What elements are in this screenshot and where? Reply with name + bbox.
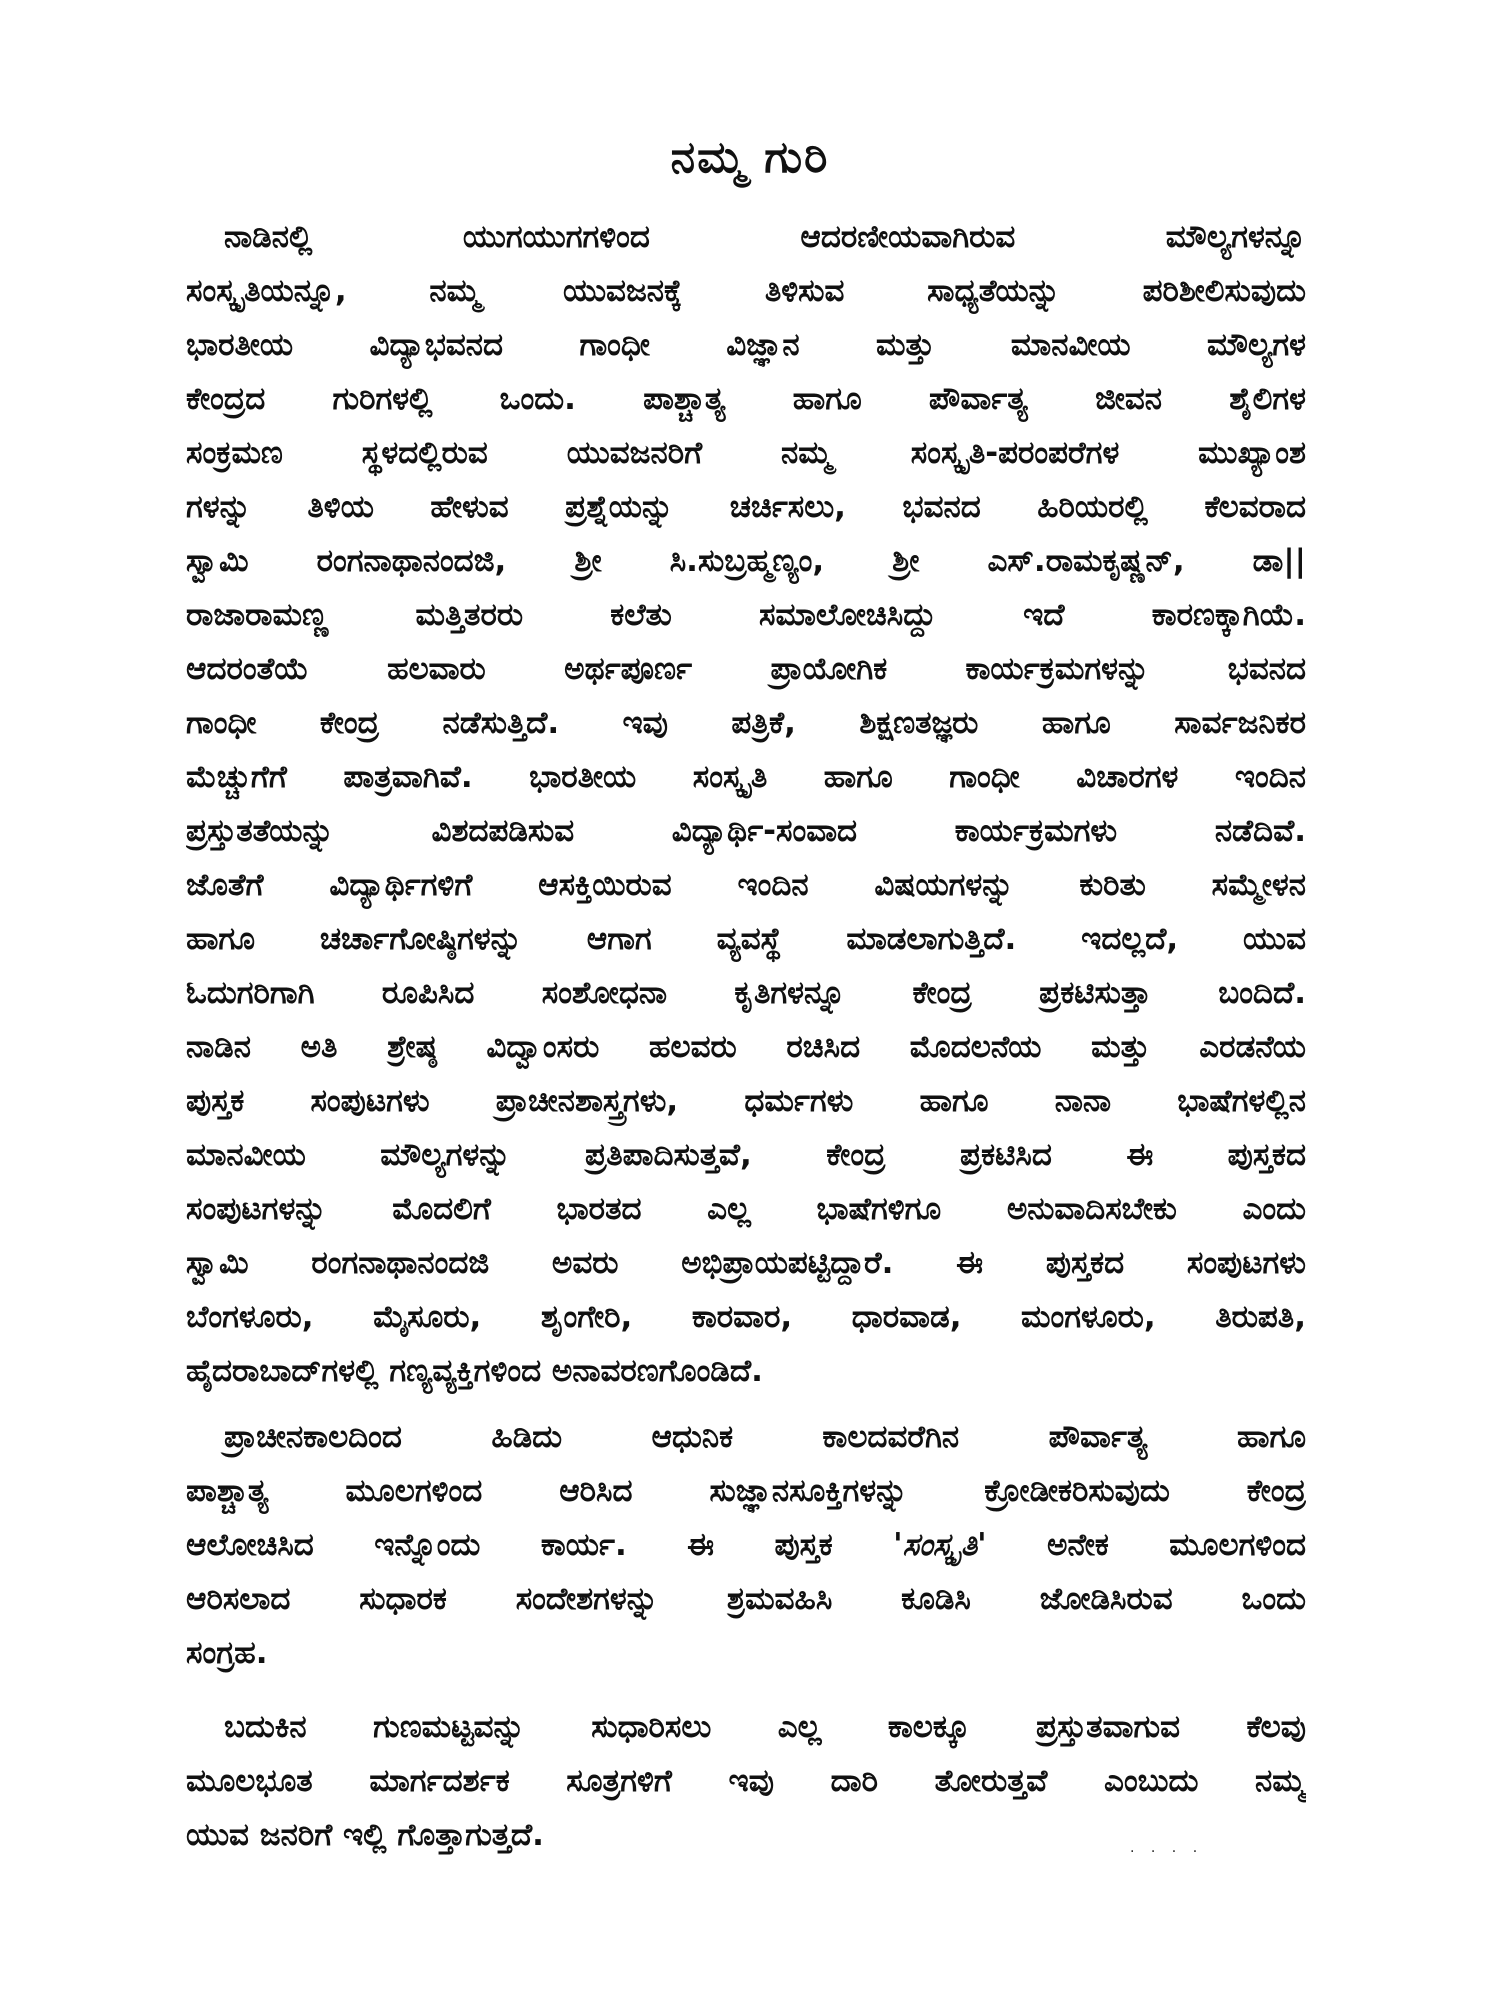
text-line: ಸಂಸ್ಕೃತಿಯನ್ನೂ, ನಮ್ಮ ಯುವಜನಕ್ಕೆ ತಿಳಿಸುವ ಸಾಧ್ಯತೆಯನ್ನು ಪರಿಶೀಲಿಸುವುದು [186,273,1306,309]
text-line: ಮೂಲಭೂತ ಮಾರ್ಗದರ್ಶಕ ಸೂತ್ರಗಳಿಗೆ ಇವು ದಾರಿ ತೋರುತ್ತವೆ ಎಂಬುದು ನಮ್ಮ [186,1763,1306,1799]
text-line: ಮೆಚ್ಚುಗೆಗೆ ಪಾತ್ರವಾಗಿವೆ. ಭಾರತೀಯ ಸಂಸ್ಕೃತಿ ಹಾಗೂ ಗಾಂಧೀ ವಿಚಾರಗಳ ಇಂದಿನ [186,759,1306,795]
text-line: ಬದುಕಿನ ಗುಣಮಟ್ಟವನ್ನು ಸುಧಾರಿಸಲು ಎಲ್ಲ ಕಾಲಕ್ಕೂ ಪ್ರಸ್ತುತವಾಗುವ ಕೆಲವು [224,1709,1306,1745]
text-line: ಸ್ವಾಮಿ ರಂಗನಾಥಾನಂದಜಿ ಅವರು ಅಭಿಪ್ರಾಯಪಟ್ಟಿದ್ದಾರೆ. ಈ ಪುಸ್ತಕದ ಸಂಪುಟಗಳು [186,1245,1306,1281]
text-line: ಪಾಶ್ಚಾತ್ಯ ಮೂಲಗಳಿಂದ ಆರಿಸಿದ ಸುಜ್ಞಾನಸೂಕ್ತಿಗಳನ್ನು ಕ್ರೋಡೀಕರಿಸುವುದು ಕೇಂದ್ರ [186,1473,1306,1509]
page-title: ನಮ್ಮ ಗುರಿ [670,132,830,183]
text-line: ಪ್ರಾಚೀನಕಾಲದಿಂದ ಹಿಡಿದು ಆಧುನಿಕ ಕಾಲದವರೆಗಿನ ಪೌರ್ವಾತ್ಯ ಹಾಗೂ [224,1419,1306,1455]
text-line: ಬೆಂಗಳೂರು, ಮೈಸೂರು, ಶೃಂಗೇರಿ, ಕಾರವಾರ, ಧಾರವಾಡ, ಮಂಗಳೂರು, ತಿರುಪತಿ, [186,1299,1306,1335]
text-segment: ಅನೇಕ ಮೂಲಗಳಿಂದ [986,1527,1306,1563]
text-line: ಗಾಂಧೀ ಕೇಂದ್ರ ನಡೆಸುತ್ತಿದೆ. ಇವು ಪತ್ರಿಕೆ, ಶಿಕ್ಷಣತಜ್ಞರು ಹಾಗೂ ಸಾರ್ವಜನಿಕರ [186,705,1306,741]
text-line: ರಾಜಾರಾಮಣ್ಣ ಮತ್ತಿತರರು ಕಲೆತು ಸಮಾಲೋಚಿಸಿದ್ದು ಇದೆ ಕಾರಣಕ್ಕಾಗಿಯೆ. [186,597,1306,633]
text-line: ಯುವ ಜನರಿಗೆ ಇಲ್ಲಿ ಗೊತ್ತಾಗುತ್ತದೆ. [186,1817,544,1853]
text-line: ಪ್ರಸ್ತುತತೆಯನ್ನು ವಿಶದಪಡಿಸುವ ವಿದ್ಯಾರ್ಥಿ-ಸಂವಾದ ಕಾರ್ಯಕ್ರಮಗಳು ನಡೆದಿವೆ. [186,813,1306,849]
text-line: ಸಂಪುಟಗಳನ್ನು ಮೊದಲಿಗೆ ಭಾರತದ ಎಲ್ಲ ಭಾಷೆಗಳಿಗೂ ಅನುವಾದಿಸಬೇಕು ಎಂದು [186,1191,1306,1227]
text-segment: ಆಲೋಚಿಸಿದ ಇನ್ನೊಂದು ಕಾರ್ಯ. ಈ ಪುಸ್ತಕ [186,1527,894,1563]
text-line: ಭಾರತೀಯ ವಿದ್ಯಾಭವನದ ಗಾಂಧೀ ವಿಜ್ಞಾನ ಮತ್ತು ಮಾನವೀಯ ಮೌಲ್ಯಗಳ [186,327,1306,363]
paragraph-2 [186,1410,1306,1680]
footer-dots: . . . . [1130,1840,1204,1856]
text-line: ಆದರಂತೆಯೆ ಹಲವಾರು ಅರ್ಥಪೂರ್ಣ ಪ್ರಾಯೋಗಿಕ ಕಾರ್ಯಕ್ರಮಗಳನ್ನು ಭವನದ [186,651,1306,687]
text-line: ಪುಸ್ತಕ ಸಂಪುಟಗಳು ಪ್ರಾಚೀನಶಾಸ್ತ್ರಗಳು, ಧರ್ಮಗಳು ಹಾಗೂ ನಾನಾ ಭಾಷೆಗಳಲ್ಲಿನ [186,1083,1306,1119]
text-line: ನಾಡಿನಲ್ಲಿ ಯುಗಯುಗಗಳಿಂದ ಆದರಣೀಯವಾಗಿರುವ ಮೌಲ್ಯಗಳನ್ನೂ [224,219,1306,255]
text-line: ಹಾಗೂ ಚರ್ಚಾಗೋಷ್ಠಿಗಳನ್ನು ಆಗಾಗ ವ್ಯವಸ್ಥೆ ಮಾಡಲಾಗುತ್ತಿದೆ. ಇದಲ್ಲದೆ, ಯುವ [186,921,1306,957]
paragraph-3 [186,1700,1306,1862]
text-line: ಆರಿಸಲಾದ ಸುಧಾರಕ ಸಂದೇಶಗಳನ್ನು ಶ್ರಮವಹಿಸಿ ಕೂಡಿಸಿ ಜೋಡಿಸಿರುವ ಒಂದು [186,1581,1306,1617]
text-line: ಸಂಗ್ರಹ. [186,1635,268,1671]
text-line: ಸಂಕ್ರಮಣ ಸ್ಥಳದಲ್ಲಿರುವ ಯುವಜನರಿಗೆ ನಮ್ಮ ಸಂಸ್ಕೃತಿ-ಪರಂಪರೆಗಳ ಮುಖ್ಯಾಂಶ [186,435,1306,471]
book-title-emphasis: 'ಸಂಸ್ಕೃತಿ' [893,1527,987,1563]
text-line: ನಾಡಿನ ಅತಿ ಶ್ರೇಷ್ಠ ವಿದ್ವಾಂಸರು ಹಲವರು ರಚಿಸಿದ ಮೊದಲನೆಯ ಮತ್ತು ಎರಡನೆಯ [186,1029,1306,1065]
paragraph-1 [186,210,1306,1398]
text-line: ಮಾನವೀಯ ಮೌಲ್ಯಗಳನ್ನು ಪ್ರತಿಪಾದಿಸುತ್ತವೆ, ಕೇಂದ್ರ ಪ್ರಕಟಿಸಿದ ಈ ಪುಸ್ತಕದ [186,1137,1306,1173]
text-line: ಗಳನ್ನು ತಿಳಿಯ ಹೇಳುವ ಪ್ರಶ್ನೆಯನ್ನು ಚರ್ಚಿಸಲು, ಭವನದ ಹಿರಿಯರಲ್ಲಿ ಕೆಲವರಾದ [186,489,1306,525]
text-line [186,1518,1306,1572]
text-line: ಹೈದರಾಬಾದ್‌ಗಳಲ್ಲಿ ಗಣ್ಯವ್ಯಕ್ತಿಗಳಿಂದ ಅನಾವರಣಗೊಂಡಿದೆ. [186,1353,763,1389]
text-line: ಓದುಗರಿಗಾಗಿ ರೂಪಿಸಿದ ಸಂಶೋಧನಾ ಕೃತಿಗಳನ್ನೂ ಕೇಂದ್ರ ಪ್ರಕಟಿಸುತ್ತಾ ಬಂದಿದೆ. [186,975,1306,1011]
text-line: ಸ್ವಾಮಿ ರಂಗನಾಥಾನಂದಜಿ, ಶ್ರೀ ಸಿ.ಸುಬ್ರಹ್ಮಣ್ಯಂ, ಶ್ರೀ ಎಸ್.ರಾಮಕೃಷ್ಣನ್, ಡಾ|| [186,543,1306,579]
text-line: ಕೇಂದ್ರದ ಗುರಿಗಳಲ್ಲಿ ಒಂದು. ಪಾಶ್ಚಾತ್ಯ ಹಾಗೂ ಪೌರ್ವಾತ್ಯ ಜೀವನ ಶೈಲಿಗಳ [186,381,1306,417]
text-line: ಜೊತೆಗೆ ವಿದ್ಯಾರ್ಥಿಗಳಿಗೆ ಆಸಕ್ತಿಯಿರುವ ಇಂದಿನ ವಿಷಯಗಳನ್ನು ಕುರಿತು ಸಮ್ಮೇಳನ [186,867,1306,903]
